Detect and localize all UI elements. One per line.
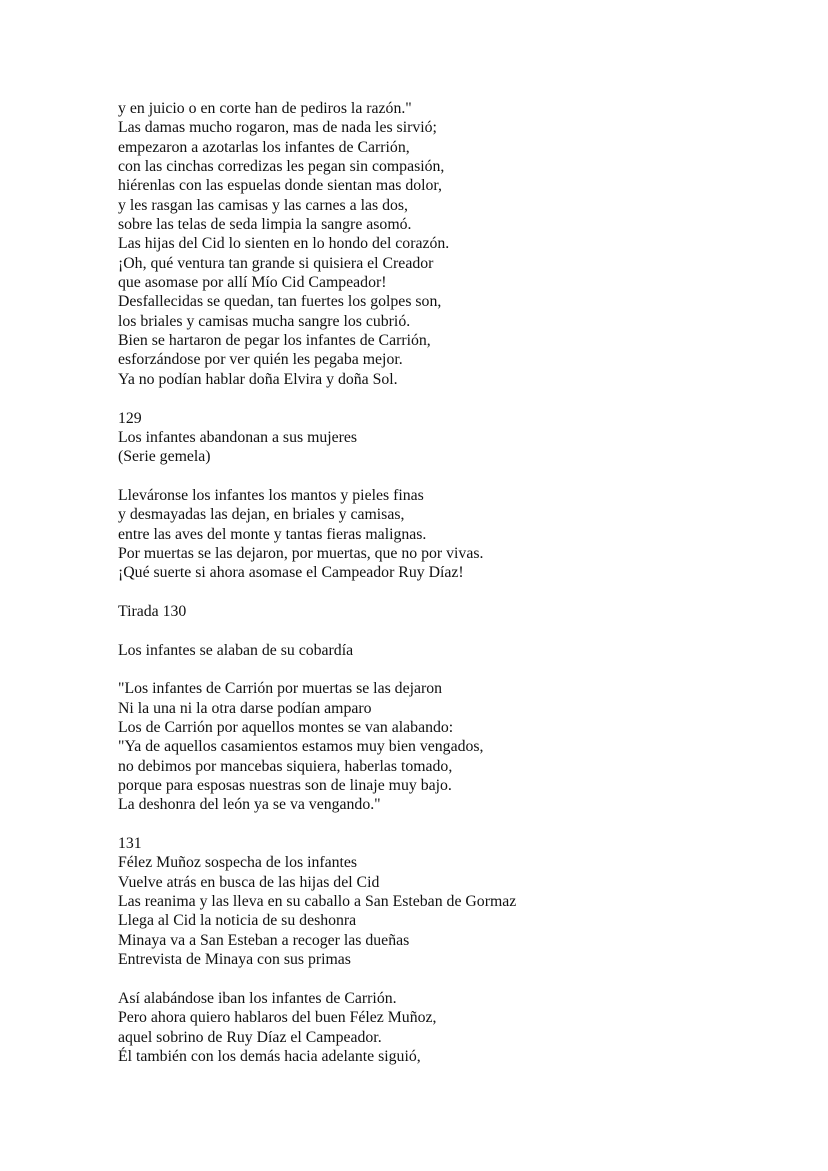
text-line: Los infantes abandonan a sus mujeres [118,428,358,446]
text-line: y desmayadas las dejan, en briales y camisas, [118,506,405,524]
text-line: entre las aves del monte y tantas fieras malignas. [118,525,427,543]
text-block [118,641,778,660]
text-block [118,834,778,969]
text-block [118,602,778,621]
text-line: empezaron a azotarlas los infantes de Carrión, [118,138,410,156]
text-block [118,486,778,583]
text-line: Por muertas se las dejaron, por muertas, que no por vivas. [118,544,484,562]
text-line: ¡Oh, qué ventura tan grande si quisiera el Creador [118,254,434,272]
text-line: y les rasgan las camisas y las carnes a las dos, [118,196,408,214]
text-line: Lleváronse los infantes los mantos y pieles finas [118,486,424,504]
text-block [118,989,778,1066]
text-line: Las damas mucho rogaron, mas de nada les sirvió; [118,119,437,137]
text-line: Pero ahora quiero hablaros del buen Félez Muñoz, [118,1009,437,1027]
text-line: Tirada 130 [118,602,187,620]
text-line: no debimos por mancebas siquiera, haberlas tomado, [118,757,453,775]
text-block [118,409,778,467]
text-line: Félez Muñoz sospecha de los infantes [118,854,358,872]
text-line: esforzándose por ver quién les pegaba mejor. [118,351,403,369]
text-line: "Los infantes de Carrión por muertas se las dejaron [118,680,443,698]
text-line: 131 [118,835,142,853]
text-line: Las reanima y las lleva en su caballo a San Esteban de Gormaz [118,893,517,911]
text-line: Los infantes se alaban de su cobardía [118,641,354,659]
text-line: Así alabándose iban los infantes de Carrión. [118,989,397,1007]
text-block [118,99,778,389]
text-line: Vuelve atrás en busca de las hijas del Cid [118,873,380,891]
text-block [118,679,778,814]
text-line: los briales y camisas mucha sangre los cubrió. [118,312,411,330]
text-line: Ni la una ni la otra darse podían amparo [118,699,372,717]
text-line: 129 [118,409,142,427]
text-line: "Ya de aquellos casamientos estamos muy bien vengados, [118,738,484,756]
text-line: porque para esposas nuestras son de linaje muy bajo. [118,777,452,795]
text-line: Las hijas del Cid lo sienten en lo hondo del corazón. [118,235,450,253]
text-line: Entrevista de Minaya con sus primas [118,951,351,969]
text-line: Llega al Cid la noticia de su deshonra [118,912,357,930]
text-line: con las cinchas corredizas les pegan sin compasión, [118,158,445,176]
text-line: hiérenlas con las espuelas donde sientan mas dolor, [118,177,442,195]
text-line: Bien se hartaron de pegar los infantes de Carrión, [118,332,431,350]
text-line: y en juicio o en corte han de pediros la razón." [118,100,412,117]
text-line: Ya no podían hablar doña Elvira y doña Sol. [118,370,398,388]
text-line: (Serie gemela) [118,448,211,466]
text-line: sobre las telas de seda limpia la sangre asomó. [118,216,412,234]
text-line: Desfallecidas se quedan, tan fuertes los golpes son, [118,293,442,311]
text-line: aquel sobrino de Ruy Díaz el Campeador. [118,1028,382,1046]
text-line: Minaya va a San Esteban a recoger las dueñas [118,931,410,949]
text-line: Él también con los demás hacia adelante siguió, [118,1047,421,1065]
text-line: La deshonra del león ya se va vengando." [118,796,381,814]
text-line: ¡Qué suerte si ahora asomase el Campeador Ruy Díaz! [118,564,464,582]
document-page [118,99,778,1086]
text-line: que asomase por allí Mío Cid Campeador! [118,274,387,292]
text-line: Los de Carrión por aquellos montes se van alabando: [118,719,454,736]
